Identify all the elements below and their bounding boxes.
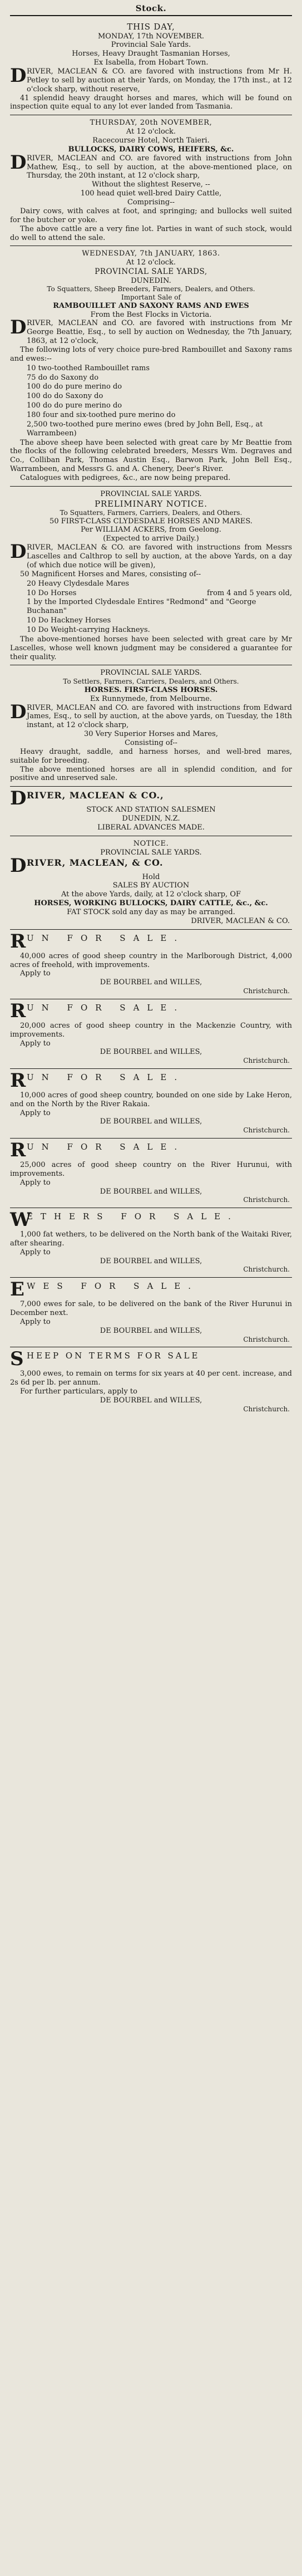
ad-run-for-sale (10, 1139, 292, 1208)
ad-place: Christchurch. (243, 1196, 290, 1204)
ad-line: Without the slightest Reserve, -- (92, 180, 210, 189)
list-item: 100 do do Saxony do (27, 392, 103, 401)
ad-body-text: 41 splendid heavy draught horses and mares, which will be found on inspection quite equal to any lot ever landed from Tasmania. (10, 94, 292, 111)
ad-line: Apply to (20, 1108, 51, 1117)
ad-line: Apply to (20, 1248, 51, 1257)
ad-line: SALES BY AUCTION (112, 881, 190, 890)
ad-body (10, 67, 292, 94)
ad-body-text: RIVER, MACLEAN and CO. are favored with instructions from John Mathew, Esq., to sell by auction, at the above-mentioned place, on Thursday, the 20th instant, at 12 o'clock sharp, (27, 154, 292, 180)
ad-line: FAT STOCK sold any day as may be arranged. (67, 908, 235, 917)
drop-cap: R (10, 1069, 26, 1092)
drop-cap: D (10, 151, 27, 174)
list-item: 1 by the Imported Clydesdale Entires "Redmond" and "George Buchanan" (27, 598, 256, 616)
ad-place: Christchurch. (243, 1057, 290, 1065)
drop-cap: R (10, 999, 26, 1022)
ad-line: The above cattle are a very fine lot. Parties in want of such stock, would do well to attend the sale. (10, 224, 292, 242)
ad-body-text: RIVER, MACLEAN and CO. are favored with instructions from Mr George Beattie, Esq., to sell by auction on Wednesday, the 7th January, 1863, at 12 o'clock, (27, 319, 292, 346)
ad-header (10, 1209, 292, 1231)
ad-signature: DRIVER, MACLEAN & CO. (191, 916, 290, 925)
ad-date: WEDNESDAY, 7th JANUARY, 1863. (82, 249, 220, 258)
ad-venue: Racecourse Hotel, North Taieri. (92, 136, 210, 145)
ad-line: Heavy draught, saddle, and harness horses, and well-bred mares, suitable for breeding. (10, 747, 292, 765)
ad-line: HORSES, WORKING BULLOCKS, DAIRY CATTLE, &c., &c. (34, 899, 268, 908)
ad-body-text: 40,000 acres of good sheep country in the Marlborough District, 4,000 acres of freehold, with improvements. (10, 951, 292, 969)
ad-line: Apply to (20, 1178, 51, 1187)
ad-body (10, 543, 292, 570)
ad-title: UN FOR SALE. (27, 1072, 185, 1082)
ad-line: Consisting of-- (125, 739, 177, 748)
ad-signature: DE BOURBEL and WILLES, (100, 1257, 202, 1265)
ad-place: Christchurch. (243, 987, 290, 995)
ad-signature: DE BOURBEL and WILLES, (100, 1117, 202, 1126)
drop-cap: D (10, 854, 27, 877)
ad-run-for-sale (10, 1069, 292, 1139)
ad-header (10, 1278, 292, 1301)
ad-place: Christchurch. (243, 1335, 290, 1343)
ad-title: RIVER, MACLEAN & CO., (27, 790, 164, 801)
ad-signature: DE BOURBEL and WILLES, (100, 978, 202, 987)
ad-line: Dairy cows, with calves at foot, and springing; and bullocks well suited for the butcher or yoke. (10, 207, 292, 224)
ad-venue: PROVINCIAL SALE YARDS, (95, 267, 207, 277)
ad-line: 100 head quiet well-bred Dairy Cattle, (80, 189, 222, 198)
ad-line: Important Sale of (121, 293, 181, 302)
ad-line: Hold (142, 872, 160, 881)
ad-rams-and-ewes (10, 246, 292, 486)
ad-body-text: RIVER, MACLEAN & CO. are favored with instructions from Messrs Lascelles and Calthrop to sell by auction, at the above Yards, on a day (of which due notice will be given), (27, 543, 292, 570)
ad-title: HORSES. FIRST-CLASS HORSES. (84, 685, 218, 694)
drop-cap: S (10, 1348, 24, 1371)
ad-line: 30 Very Superior Horses and Mares, (84, 730, 218, 739)
ad-line: Apply to (20, 1317, 51, 1326)
list-item: 20 Heavy Clydesdale Mares (27, 579, 130, 588)
lot-list (10, 364, 292, 438)
drop-cap: D (10, 65, 27, 87)
drop-cap: D (10, 316, 27, 339)
ad-venue: DUNEDIN. (131, 276, 171, 285)
ad-line: (Expected to arrive Daily.) (103, 534, 199, 543)
ad-body (10, 151, 292, 181)
ad-line: Ex Runnymede, from Melbourne. (90, 694, 212, 703)
ad-signature: DE BOURBEL and WILLES, (100, 1048, 202, 1057)
ad-body-text: The above-mentioned horses have been selected with great care by Mr Lascelles, whose well known judgment may be considered a guarantee for their quality. (10, 635, 292, 661)
ad-body-text: 50 Magnificent Horses and Mares, consisting of-- (20, 570, 201, 578)
list-item: 10 Do Hackney Horses (27, 616, 111, 625)
drop-cap: R (10, 930, 26, 953)
ad-body-text: The above sheep have been selected with great care by Mr Beattie from the flocks of the following celebrated breeders, Messrs Wm. Degraves and Co., Colliban Park, Thomas Austin Esq., Barwon Park, John Bell Esq., Warrambeen, and Messrs G. and A. Chenery, Deer's River. (10, 438, 292, 474)
ad-body-text: RIVER, MACLEAN & CO. are favored with instructions from Mr H. Petley to sell by auction at their Yards, on Monday, the 17th inst., at 12 o'clock sharp, without reserve, (27, 67, 292, 94)
ad-header (10, 930, 292, 953)
ad-line: Per WILLIAM ACKERS, from Geelong. (81, 526, 221, 534)
ad-signature: DE BOURBEL and WILLES, (100, 1396, 202, 1405)
ad-title: Horses, Heavy Draught Tasmanian Horses, (72, 50, 230, 58)
ad-header (10, 999, 292, 1022)
ad-line: From the Best Flocks in Victoria. (90, 310, 212, 319)
ad-line: Apply to (20, 1039, 51, 1048)
ad-line: The above mentioned horses are all in splendid condition, and for positive and unreserved sale. (10, 765, 292, 783)
ad-notice-daily-sales (10, 836, 292, 930)
list-item-note: from 4 and 5 years old, (207, 588, 292, 597)
drop-cap: D (10, 700, 27, 723)
ad-header (10, 1348, 292, 1371)
ad-place: Christchurch. (243, 1405, 290, 1413)
ad-clydesdale-horses (10, 487, 292, 666)
ad-header (10, 1069, 292, 1092)
ad-line: 50 FIRST-CLASS CLYDESDALE HORSES AND MARES. (49, 517, 253, 526)
ad-notice: NOTICE. (133, 839, 169, 848)
ad-line: LIBERAL ADVANCES MADE. (97, 823, 205, 832)
ad-audience: To Squatters, Sheep Breeders, Farmers, Dealers, and Others. (47, 285, 255, 293)
ad-bullocks-dairy-cows (10, 115, 292, 246)
ad-line: Comprising-- (127, 198, 175, 207)
ad-audience: To Squatters, Farmers, Carriers, Dealers, and Others. (60, 509, 242, 517)
ad-body-text: 10,000 acres of good sheep country, bounded on one side by Lake Heron, and on the North by the River Rakaia. (10, 1091, 292, 1108)
drop-cap: W (10, 1209, 32, 1231)
list-item (27, 589, 292, 598)
ad-body-text: 3,000 ewes, to remain on terms for six years at 40 per cent. increase, and 2s 6d per lb. per annum. (10, 1370, 292, 1387)
lot-list (10, 580, 292, 635)
ad-title: UN FOR SALE. (27, 1141, 185, 1152)
section-heading: Stock. (10, 2, 292, 16)
ad-first-class-horses (10, 665, 292, 787)
ad-title: HEEP ON TERMS FOR SALE (27, 1351, 200, 1361)
ad-body (10, 316, 292, 346)
ad-venue: PROVINCIAL SALE YARDS. (100, 489, 202, 498)
ad-run-for-sale (10, 999, 292, 1069)
ad-signature: DE BOURBEL and WILLES, (100, 1326, 202, 1335)
ad-line: At the above Yards, daily, at 12 o'clock sharp, OF (61, 890, 241, 899)
list-item-label: 10 Do Horses (27, 588, 77, 597)
ad-venue: Provincial Sale Yards. (111, 41, 191, 50)
ad-subtitle: Ex Isabella, from Hobart Town. (93, 58, 209, 67)
list-item: 10 two-toothed Rambouillet rams (27, 364, 150, 372)
ad-signature: DE BOURBEL and WILLES, (100, 1187, 202, 1196)
drop-cap: E (10, 1278, 24, 1301)
ad-body-text: Catalogues with pedigrees, &c., are now being prepared. (20, 473, 231, 482)
ad-line: The following lots of very choice pure-bred Rambouillet and Saxony rams and ewes:-- (10, 345, 292, 363)
drop-cap: D (10, 787, 27, 810)
ad-body-text: RIVER, MACLEAN and CO. are favored with instructions from Edward James, Esq., to sell by auction, at the above yards, on Tuesday, the 18th instant, at 12 o'clock sharp, (27, 703, 292, 730)
list-item: 2,500 two-toothed pure merino ewes (bred by John Bell, Esq., at Warrambeen) (27, 420, 263, 438)
ad-title: RAMBOUILLET AND SAXONY RAMS AND EWES (53, 301, 249, 310)
ad-place: Christchurch. (243, 1265, 290, 1274)
ad-run-for-sale (10, 930, 292, 999)
drop-cap: D (10, 541, 27, 563)
ad-body-text: 25,000 acres of good sheep country on the River Hurunui, with improvements. (10, 1160, 292, 1178)
ad-title: RIVER, MACLEAN, & CO. (27, 857, 164, 868)
ad-time: At 12 o'clock. (126, 127, 176, 136)
ad-audience: To Settlers, Farmers, Carriers, Dealers, and Others. (63, 678, 239, 686)
ad-heavy-draught-horses (10, 18, 292, 115)
ad-date: THIS DAY, (127, 22, 175, 32)
list-item: 180 four and six-toothed pure merino do (27, 410, 176, 419)
ad-place: Christchurch. (243, 1126, 290, 1135)
ad-stock-salesmen (10, 787, 292, 836)
list-item: 10 Do Weight-carrying Hackneys. (27, 625, 150, 634)
ad-title: UN FOR SALE. (27, 1002, 185, 1013)
ad-title: WES FOR SALE. (27, 1281, 199, 1292)
ad-body-text: 20,000 acres of good sheep country in the Mackenzie Country, with improvements. (10, 1021, 292, 1039)
ad-title: BULLOCKS, DAIRY COWS, HEIFERS, &c. (68, 145, 234, 154)
ad-line: STOCK AND STATION SALESMEN (86, 806, 216, 814)
ad-title: ETHERS FOR SALE. (27, 1211, 239, 1222)
ad-date: MONDAY, 17th NOVEMBER. (97, 32, 205, 41)
ad-body (10, 700, 292, 730)
ad-venue: PROVINCIAL SALE YARDS. (100, 848, 202, 857)
ad-body-text: 7,000 ewes for sale, to be delivered on the bank of the River Hurunui in December next. (10, 1300, 292, 1317)
list-item: 75 do do Saxony do (27, 373, 99, 382)
ad-line: Apply to (20, 969, 51, 978)
drop-cap: R (10, 1139, 26, 1161)
ad-header (10, 1139, 292, 1161)
ad-sheep-on-terms (10, 1347, 292, 1416)
ad-line: For further particulars, apply to (20, 1387, 137, 1396)
ad-body-text: 1,000 fat wethers, to be delivered on the North bank of the Waitaki River, after shearing. (10, 1230, 292, 1248)
ad-ewes-for-sale (10, 1278, 292, 1347)
ad-date: THURSDAY, 20th NOVEMBER, (90, 119, 212, 127)
list-item: 100 do do pure merino do (27, 382, 122, 391)
ad-time: At 12 o'clock. (126, 258, 176, 267)
ad-line: DUNEDIN, N.Z. (122, 814, 180, 823)
ad-venue: PROVINCIAL SALE YARDS. (100, 669, 202, 678)
ad-title: UN FOR SALE. (27, 933, 185, 943)
ad-wethers-for-sale (10, 1208, 292, 1278)
ad-title: PRELIMINARY NOTICE. (95, 498, 207, 509)
list-item: 100 do do pure merino do (27, 401, 122, 410)
